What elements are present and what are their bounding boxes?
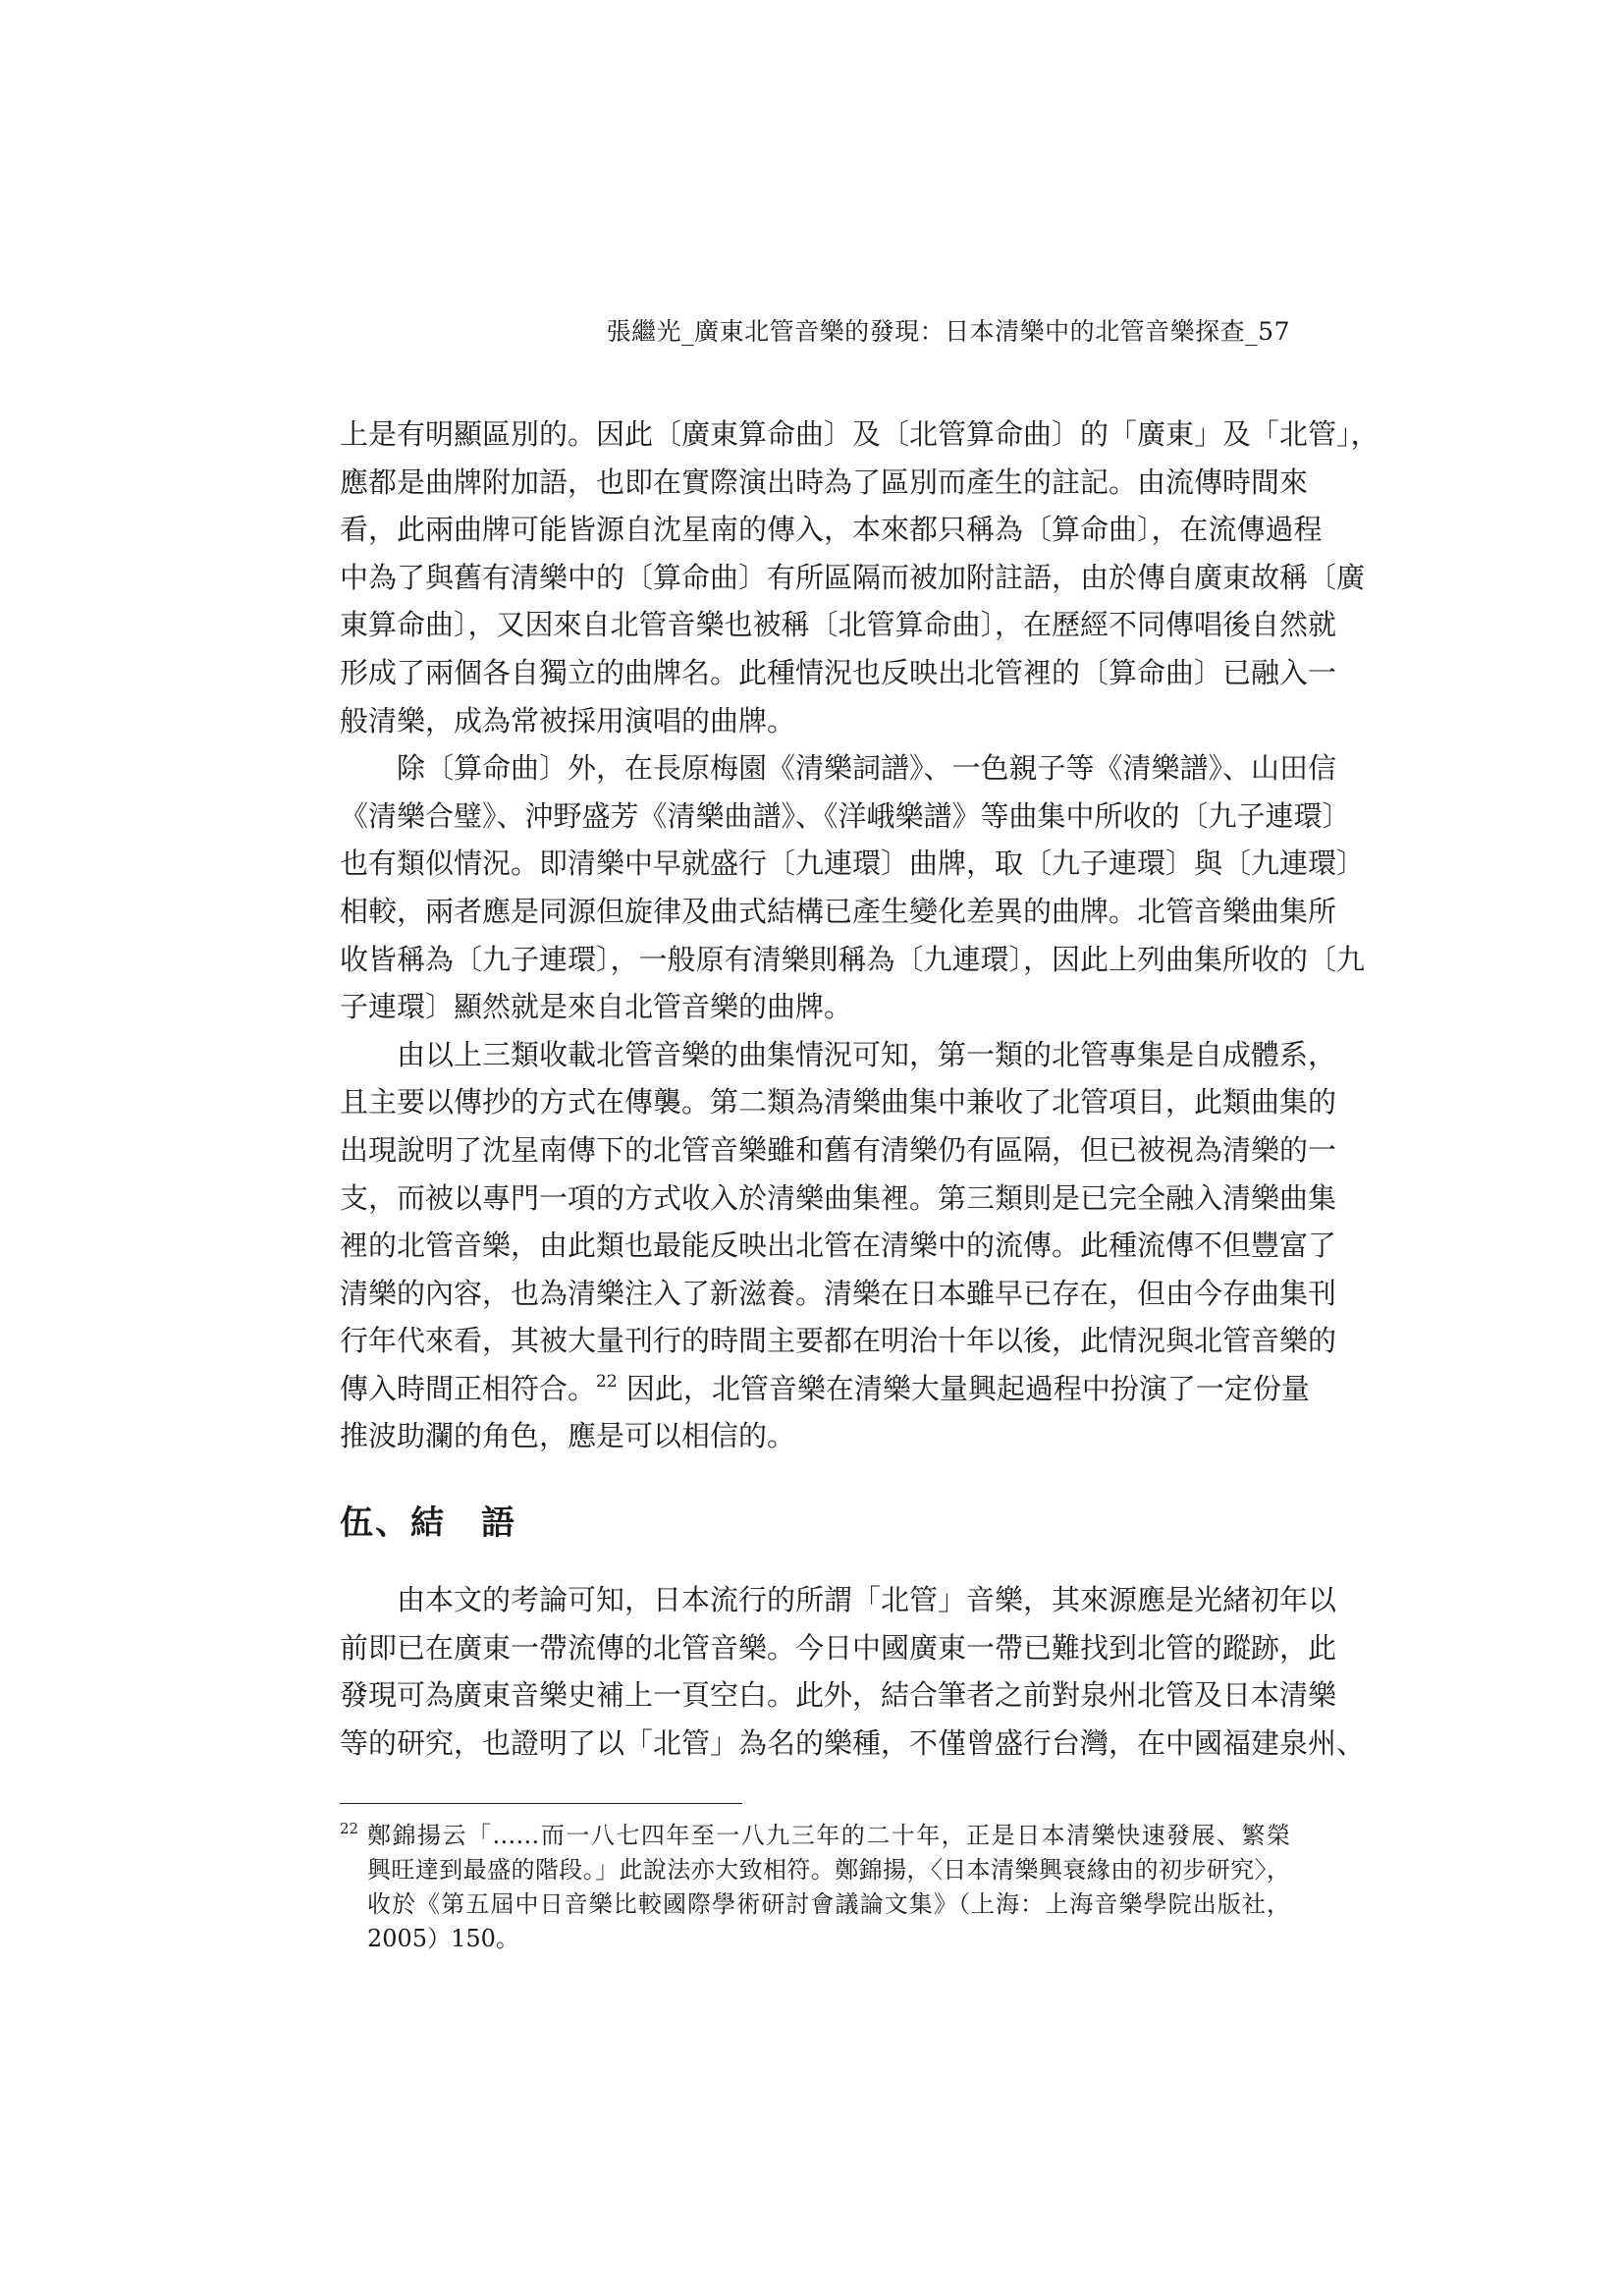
footnote-line: 收於《第五屆中日音樂比較國際學術研討會議論文集》（上海：上海音樂學院出版社， bbox=[367, 1890, 1290, 1918]
paragraph-2 bbox=[340, 744, 1366, 1031]
text-line: 前即已在廣東一帶流傳的北管音樂。今日中國廣東一帶已難找到北管的蹤跡，此 bbox=[340, 1630, 1337, 1665]
footnote-text bbox=[340, 1819, 1290, 1956]
text-line: 般清樂，成為常被採用演唱的曲牌。 bbox=[340, 703, 796, 738]
text-line: 相較，兩者應是同源但旋律及曲式結構已產生變化差異的曲牌。北管音樂曲集所 bbox=[340, 894, 1337, 928]
running-header: 張繼光_廣東北管音樂的發現：日本清樂中的北管音樂探查_57 bbox=[606, 317, 1290, 346]
paragraph-1 bbox=[340, 410, 1380, 744]
text-line: 形成了兩個各自獨立的曲牌名。此種情況也反映出北管裡的〔算命曲〕已融入一 bbox=[340, 655, 1337, 689]
footnote-line: 2005）150。 bbox=[367, 1925, 519, 1952]
text-line: 看，此兩曲牌可能皆源自沈星南的傳入，本來都只稱為〔算命曲〕，在流傳過程 bbox=[340, 513, 1323, 547]
text-segment: 傳入時間正相符合。 bbox=[340, 1371, 597, 1405]
text-line: 由本文的考論可知，日本流行的所謂「北管」音樂，其來源應是光緒初年以 bbox=[397, 1583, 1337, 1617]
footnote-line: 興旺達到最盛的階段。」此說法亦大致相符。鄭錦揚，〈日本清樂興衰緣由的初步研究〉， bbox=[367, 1856, 1290, 1884]
paragraph-4 bbox=[340, 1576, 1366, 1767]
text-line: 行年代來看，其被大量刊行的時間主要都在明治十年以後，此情況與北管音樂的 bbox=[340, 1324, 1337, 1358]
text-line: 推波助瀾的角色，應是可以相信的。 bbox=[340, 1419, 796, 1453]
text-line: 裡的北管音樂，由此類也最能反映出北管在清樂中的流傳。此種流傳不但豐富了 bbox=[340, 1229, 1337, 1263]
footnote-reference[interactable]: 22 bbox=[596, 1371, 618, 1392]
footnote bbox=[340, 1819, 1290, 1956]
text-line: 中為了與舊有清樂中的〔算命曲〕有所區隔而被加附註語，由於傳自廣東故稱〔廣 bbox=[340, 560, 1366, 594]
text-line: 清樂的內容，也為清樂注入了新滋養。清樂在日本雖早已存在，但由今存曲集刊 bbox=[340, 1276, 1337, 1310]
text-line: 等的研究，也證明了以「北管」為名的樂種，不僅曾盛行台灣，在中國福建泉州、 bbox=[340, 1725, 1366, 1760]
main-text bbox=[340, 410, 1380, 1767]
text-line: 子連環〕顯然就是來自北管音樂的曲牌。 bbox=[340, 990, 853, 1024]
text-line: 且主要以傳抄的方式在傳襲。第二類為清樂曲集中兼收了北管項目，此類曲集的 bbox=[340, 1085, 1337, 1120]
text-line: 上是有明顯區別的。因此〔廣東算命曲〕及〔北管算命曲〕的「廣東」及「北管」， bbox=[340, 417, 1380, 451]
paragraph-3 bbox=[340, 1031, 1337, 1460]
section-heading: 伍、結 語 bbox=[340, 1503, 516, 1544]
text-line: 收皆稱為〔九子連環〕，一般原有清樂則稱為〔九連環〕，因此上列曲集所收的〔九 bbox=[340, 942, 1366, 976]
text-line: 由以上三類收載北管音樂的曲集情況可知，第一類的北管專集是自成體系， bbox=[397, 1037, 1337, 1071]
text-line: 《清樂合璧》、沖野盛芳《清樂曲譜》、《洋峨樂譜》等曲集中所收的〔九子連環〕 bbox=[340, 798, 1351, 833]
text-line-with-footnote bbox=[340, 1365, 1310, 1413]
text-segment: 因此，北管音樂在清樂大量興起過程中扮演了一定份量 bbox=[617, 1371, 1310, 1405]
text-line: 東算命曲〕，又因來自北管音樂也被稱〔北管算命曲〕，在歷經不同傳唱後自然就 bbox=[340, 608, 1337, 642]
text-line: 應都是曲牌附加語，也即在實際演出時為了區別而產生的註記。由流傳時間來 bbox=[340, 465, 1309, 499]
text-line: 也有類似情況。即清樂中早就盛行〔九連環〕曲牌，取〔九子連環〕與〔九連環〕 bbox=[340, 847, 1366, 881]
text-line: 出現說明了沈星南傳下的北管音樂雖和舊有清樂仍有區隔，但已被視為清樂的一 bbox=[340, 1132, 1337, 1167]
footnote-divider bbox=[340, 1803, 742, 1804]
text-line: 支，而被以專門一項的方式收入於清樂曲集裡。第三類則是已完全融入清樂曲集 bbox=[340, 1180, 1337, 1215]
text-line: 發現可為廣東音樂史補上一頁空白。此外，結合筆者之前對泉州北管及日本清樂 bbox=[340, 1678, 1337, 1713]
text-line: 除〔算命曲〕外，在長原梅園《清樂詞譜》、一色親子等《清樂譜》、山田信 bbox=[397, 751, 1337, 786]
footnote-line: 鄭錦揚云「……而一八七四年至一八九三年的二十年，正是日本清樂快速發展、繁榮 bbox=[367, 1822, 1290, 1849]
footnote-number: 22 bbox=[340, 1820, 359, 1837]
